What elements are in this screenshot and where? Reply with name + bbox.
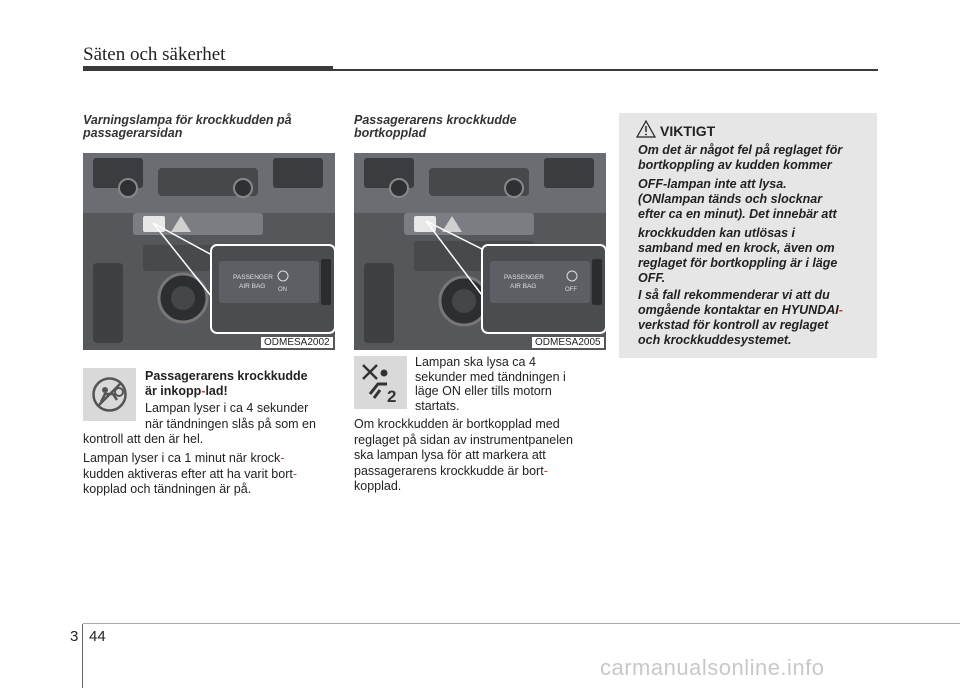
photo-caption-left: ODMESA2002: [261, 337, 333, 348]
footer-rule: [83, 623, 960, 624]
airbag-on-para1a: Lampan lyser i ca 4 sekunder när tändningen slås på som en: [145, 401, 316, 431]
watermark: carmanualsonline.info: [600, 655, 825, 680]
panel-label-airbag: AIR BAG: [239, 283, 266, 290]
page-number: 44: [89, 628, 106, 645]
chapter-number: 3: [70, 628, 79, 645]
chapter-title: Säten och säkerhet: [83, 44, 226, 65]
viktigt-title: VIKTIGT: [660, 123, 716, 139]
airbag-off-para1: Lampan ska lysa ca 4 sekunder med tändningen i läge ON eller tills motorn startats.: [415, 355, 566, 413]
header-rule-thin: [333, 69, 878, 71]
panel-state-off: OFF: [565, 287, 577, 293]
header-rule-thick: [83, 66, 333, 71]
panel-state-on: ON: [278, 287, 287, 293]
footer-divider: [82, 624, 83, 688]
icon-number: 2: [387, 387, 397, 406]
middle-section-title: Passagerarens krockkudde bortkopplad: [354, 113, 517, 140]
airbag-on-para1b: kontroll att den är hel.: [83, 432, 204, 446]
airbag-on-para2: Lampan lyser i ca 1 minut när krock- kudden aktiveras efter att ha varit bort- kopplad och tändningen är på.: [83, 451, 298, 496]
airbag-off-indicator-icon: [354, 356, 407, 409]
dashboard-photo-off: [354, 153, 606, 350]
dashboard-photo-on: [83, 153, 335, 350]
panel-label-airbag: AIR BAG: [510, 283, 537, 290]
warning-triangle-icon: [636, 120, 656, 138]
panel-label-passenger: PASSENGER: [233, 274, 273, 281]
panel-label-passenger: PASSENGER: [504, 274, 544, 281]
airbag-off-para2: Om krockkudden är bortkopplad med reglaget på sidan av instrumentpanelen ska lampan lysa för att markera att passagerarens krockkudde är bort- kopplad.: [354, 417, 573, 493]
left-section-title: Varningslampa för krockkudden på passagerarsidan: [83, 113, 292, 140]
airbag-on-indicator-icon: [83, 368, 136, 421]
airbag-on-heading: Passagerarens krockkudde är inkopp-lad!: [145, 369, 308, 398]
viktigt-text: Om det är något fel på reglaget för bortkoppling av kudden kommer OFF-lampan inte att lysa. (ONlampan tänds och slocknar efter ca en minut). Det innebär att krockkudden kan utlösas i samband med en krock, även om reglaget för bortkoppling är i läge OFF. I så fall rekommenderar vi att du omgående kontaktar en HYUNDAI- verkstad för kontroll av reglaget och krockkuddesystemet.: [638, 143, 843, 347]
photo-caption-middle: ODMESA2005: [532, 337, 604, 348]
